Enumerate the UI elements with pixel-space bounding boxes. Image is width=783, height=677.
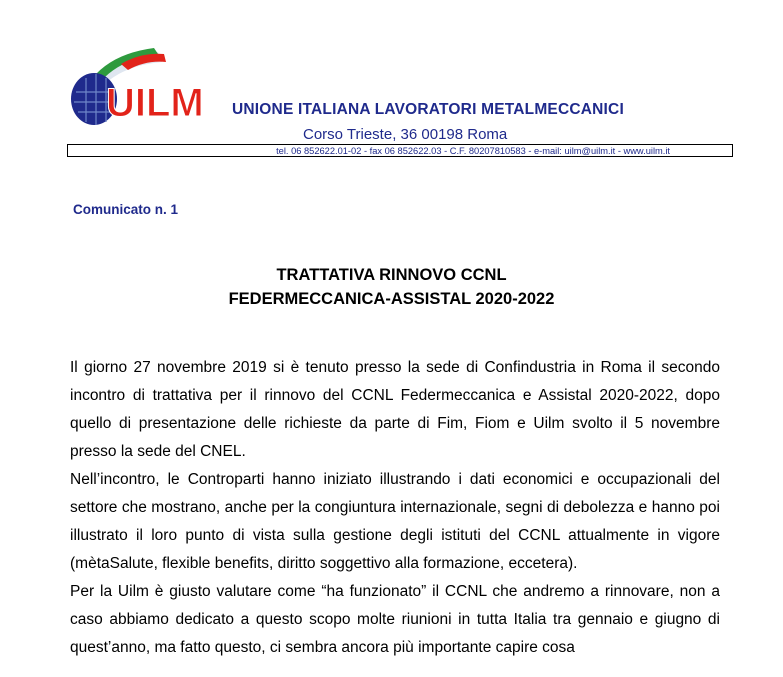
paragraph: Nell’incontro, le Controparti hanno iniziato illustrando i dati economici e occupazionali del settore che mostrano, anche per la congiuntura internazionale, segni di debolezza e hanno poi illustrato il loro punto di vista sulla gestione degli istituti del CCNL attualmente in vigore (mètaSalute, flexible benefits, diritto soggettivo alla formazione, eccetera). <box>70 471 720 572</box>
document-title-line-1: TRATTATIVA RINNOVO CCNL <box>276 266 507 284</box>
paragraph: Il giorno 27 novembre 2019 si è tenuto presso la sede di Confindustria in Roma il secondo incontro di trattativa per il rinnovo del CCNL Federmeccanica e Assistal 2020-2022, dopo quello di presentazione delle richieste da parte di Fim, Fiom e Uilm svolto il 5 novembre presso la sede del CNEL. <box>70 359 720 460</box>
paragraph: Per la Uilm è giusto valutare come “ha funzionato” il CCNL che andremo a rinnovare, non a caso abbiamo dedicato a questo scopo molte riunioni in tutta Italia tra gennaio e giugno di quest’anno, ma fatto questo, ci sembra ancora più importante capire cosa <box>70 583 720 656</box>
uilm-logo <box>66 44 211 130</box>
logo-text: UILM <box>106 81 204 125</box>
comunicato-number: Comunicato n. 1 <box>73 202 179 217</box>
org-name: UNIONE ITALIANA LAVORATORI METALMECCANICI <box>232 101 624 118</box>
org-address: Corso Trieste, 36 00198 Roma <box>303 126 508 143</box>
contact-info: tel. 06 852622.01-02 - fax 06 852622.03 - C.F. 80207810583 - e-mail: uilm@uilm.it - www.uilm.it <box>67 144 733 157</box>
document-body <box>70 354 720 662</box>
document-title-line-2: FEDERMECCANICA-ASSISTAL 2020-2022 <box>228 290 555 308</box>
